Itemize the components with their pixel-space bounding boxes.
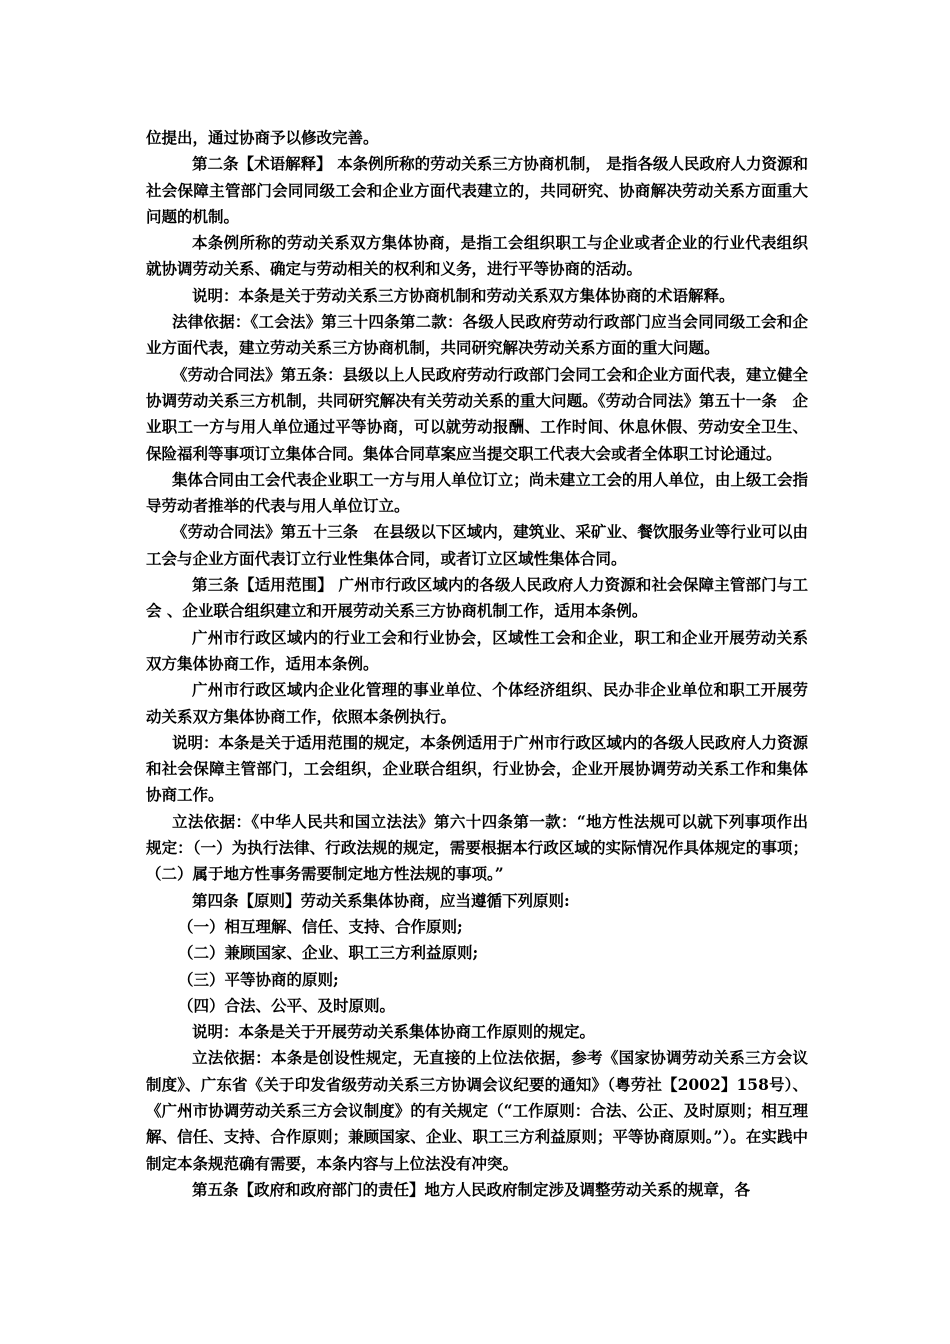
article-2-definition-paragraph: 本条例所称的劳动关系双方集体协商，是指工会组织职工与企业或者企业的行业代表组织就协调劳动关系、确定与劳动相关的权利和义务，进行平等协商的活动。 [146,233,808,279]
collective-contract-paragraph: 集体合同由工会代表企业职工一方与用人单位订立；尚未建立工会的用人单位，由上级工会指导劳动者推举的代表与用人单位订立。 [146,469,808,516]
labor-contract-law-article-5: 《劳动合同法》第五条：县级以上人民政府劳动行政部门会同工会和企业方面代表，建立健全协调劳动关系三方机制，共同研究解决有关劳动关系的重大问题。《劳动合同法》第五十一条 企业职工一方与用人单位通过平等协商，可以就劳动报酬、工作时间、休息休假、劳动安全卫生、保险福利等事项订立集体合同。集体合同草案应当提交职工代表大会或者全体职工讨论通过。 [146,364,808,463]
principle-item-3: （三）平等协商的原则; [178,969,339,989]
labor-contract-law-article-53: 《劳动合同法》第五十三条 在县级以下区域内，建筑业、采矿业、餐饮服务业等行业可以由工会与企业方面代表订立行业性集体合同，或者订立区域性集体合同。 [146,522,808,568]
principle-item-1: （一）相互理解、信任、支持、合作原则; [178,916,463,936]
article-3-paragraph: 第三条【适用范围】 广州市行政区域内的各级人民政府人力资源和社会保障主管部门与工会 、企业联合组织建立和开展劳动关系三方协商机制工作，适用本条例。 [146,575,808,621]
article-3-scope-industry: 广州市行政区域内的行业工会和行业协会，区域性工会和企业，职工和企业开展劳动关系双方集体协商工作，适用本条例。 [146,627,808,673]
principle-item-4: （四）合法、公平、及时原则。 [178,995,396,1015]
article-4-explanation: 说明：本条是关于开展劳动关系集体协商工作原则的规定。 [192,1022,596,1042]
article-2-paragraph: 第二条【术语解释】 本条例所称的劳动关系三方协商机制， 是指各级人民政府人力资源和社会保障主管部门会同同级工会和企业方面代表建立的，共同研究、协商解决劳动关系方面重大问题的机制。 [146,154,808,226]
principle-item-2: （二）兼顾国家、企业、职工三方利益原则; [178,943,479,963]
article-3-legislative-basis: 立法依据：《中华人民共和国立法法》第六十四条第一款：“地方性法规可以就下列事项作出规定：（一）为执行法律、行政法规的规定，需要根据本行政区域的实际情况作具体规定的事项；（二）属于地方性事务需要制定地方性法规的事项。” [146,811,808,884]
article-2-explanation: 说明：本条是关于劳动关系三方协商机制和劳动关系双方集体协商的术语解释。 [192,285,735,305]
article-5-paragraph: 第五条【政府和政府部门的责任】地方人民政府制定涉及调整劳动关系的规章，各 [192,1179,751,1199]
article-4-legislative-basis: 立法依据：本条是创设性规定，无直接的上位法依据，参考《国家协调劳动关系三方会议制度》、广东省《关于印发省级劳动关系三方协调会议纪要的通知》（粤劳社【2002】158号）、《广州市协调劳动关系三方会议制度》的有关规定（“工作原则：合法、公正、及时原则；相互理解、信任、支持、合作原则；兼顾国家、企业、职工三方利益原则；平等协商原则。”）。在实践中制定本条规范确有需要，本条内容与上位法没有冲突。 [146,1048,808,1173]
document-body [146,125,808,1203]
article-3-explanation: 说明：本条是关于适用范围的规定，本条例适用于广州市行政区域内的各级人民政府人力资源和社会保障主管部门，工会组织，企业联合组织，行业协会，企业开展协调劳动关系工作和集体协商工作。 [146,732,808,805]
article-4-heading: 第四条【原则】劳动关系集体协商，应当遵循下列原则: [192,890,570,910]
paragraph-continuation: 位提出，通过协商予以修改完善。 [146,128,379,147]
article-2-legal-basis: 法律依据：《工会法》第三十四条第二款：各级人民政府劳动行政部门应当会同同级工会和企业方面代表，建立劳动关系三方协商机制，共同研究解决劳动关系方面的重大问题。 [146,312,808,358]
article-3-scope-institutions: 广州市行政区域内企业化管理的事业单位、个体经济组织、民办非企业单位和职工开展劳动关系双方集体协商工作，依照本条例执行。 [146,680,808,726]
